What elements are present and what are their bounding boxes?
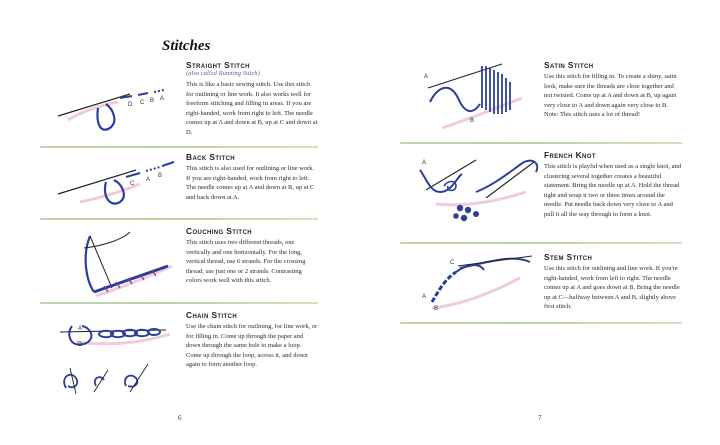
- label-b: B: [78, 342, 83, 348]
- chain-stitch-illustration: [56, 308, 186, 398]
- stitch-heading: Chain Stitch: [186, 310, 238, 320]
- back-stitch-section: [186, 152, 318, 202]
- satin-stitch-section: [544, 60, 682, 120]
- stitch-description: This is like a basic sewing stitch. Use this stitch for outlining or line work. It also works well for freeform stitching and filling in areas. If you are right-handed, work from right to left. The needle comes up at A and down at B, up at C and down at D.: [186, 81, 318, 136]
- stitch-subheading: (also called Running Stitch): [186, 70, 260, 77]
- label-c: C: [130, 181, 135, 187]
- stitch-heading: Stem Stitch: [544, 252, 593, 262]
- page-number: 6: [178, 414, 182, 422]
- stem-stitch-section: [544, 252, 682, 312]
- stitch-heading: Satin Stitch: [544, 60, 594, 70]
- label-a: A: [146, 177, 151, 183]
- page-title: Stitches: [162, 38, 211, 54]
- stitch-description: This stitch uses two different threads, one vertically and one horizontally. For the long, vertical thread, use 6 strands. For the crossing thread, use just one or 2 strands. Contrasting colors work well with this stitch.: [186, 239, 306, 285]
- stitch-heading: Couching Stitch: [186, 226, 252, 236]
- stem-stitch-illustration: [420, 248, 540, 320]
- label-c: C: [450, 260, 455, 266]
- label-a: A: [422, 294, 427, 300]
- french-knot-illustration: [416, 148, 546, 230]
- stitch-description: Use the chain stitch for outlining, for line work, or for filling in. Come up through the paper and down through the same hole to make a loop. Come up through the loop, across it, and down again to form another loop.: [186, 323, 318, 369]
- right-page: [360, 0, 720, 445]
- straight-stitch-illustration: [48, 68, 178, 140]
- page-number: 7: [538, 414, 542, 422]
- stitch-description: Use this stitch for filling in. To create a shiny, satin look, make sure the threads are close together and not twisted. Come up at A and down at B, up again very close to A and down again very close to B. Note: This stitch uses a lot of thread!: [544, 73, 677, 119]
- label-a: A: [160, 96, 165, 102]
- stitch-description: This stitch is playful when used as a single knot, and clustering several together creates a beautiful statement. Bring the needle up at A. Hold the thread tight and wrap it two or three times around the needle. Put needle back down very close to A and pull it all the way through to form a knot.: [544, 163, 682, 218]
- section-divider: [40, 302, 318, 304]
- stitch-heading: Back Stitch: [186, 152, 236, 162]
- section-divider: [400, 142, 682, 144]
- section-divider: [40, 146, 318, 148]
- label-a: A: [422, 160, 427, 166]
- couching-stitch-section: [186, 226, 318, 286]
- section-divider: [400, 242, 682, 244]
- section-divider: [400, 322, 682, 324]
- label-b: B: [470, 118, 475, 124]
- label-b: B: [150, 98, 155, 104]
- label-b: B: [158, 173, 163, 179]
- chain-stitch-section: [186, 310, 318, 370]
- stitch-heading: French Knot: [544, 150, 596, 160]
- straight-stitch-section: [186, 60, 318, 138]
- couching-stitch-illustration: [72, 226, 180, 302]
- back-stitch-illustration: [50, 152, 180, 216]
- stitch-description: This stitch is also used for outlining or line work. If you are right-handed, work from right to left. The needle comes up at A and down at B, up at C and back down at A.: [186, 165, 315, 201]
- satin-stitch-illustration: [422, 58, 542, 136]
- label-c: C: [140, 100, 145, 106]
- stitch-description: Use this stitch for outlining and line work. If you're right-handed, work from left to right. The needle comes up at A and goes down at B. Bring the needle up at C—halfway between A and B, slightly above first stitch.: [544, 265, 680, 311]
- label-a: A: [78, 326, 83, 332]
- stitch-heading: Straight Stitch: [186, 60, 250, 70]
- label-d: D: [128, 102, 133, 108]
- french-knot-section: [544, 150, 682, 220]
- section-divider: [40, 218, 318, 220]
- label-b: B: [434, 306, 439, 312]
- label-a: A: [424, 74, 429, 80]
